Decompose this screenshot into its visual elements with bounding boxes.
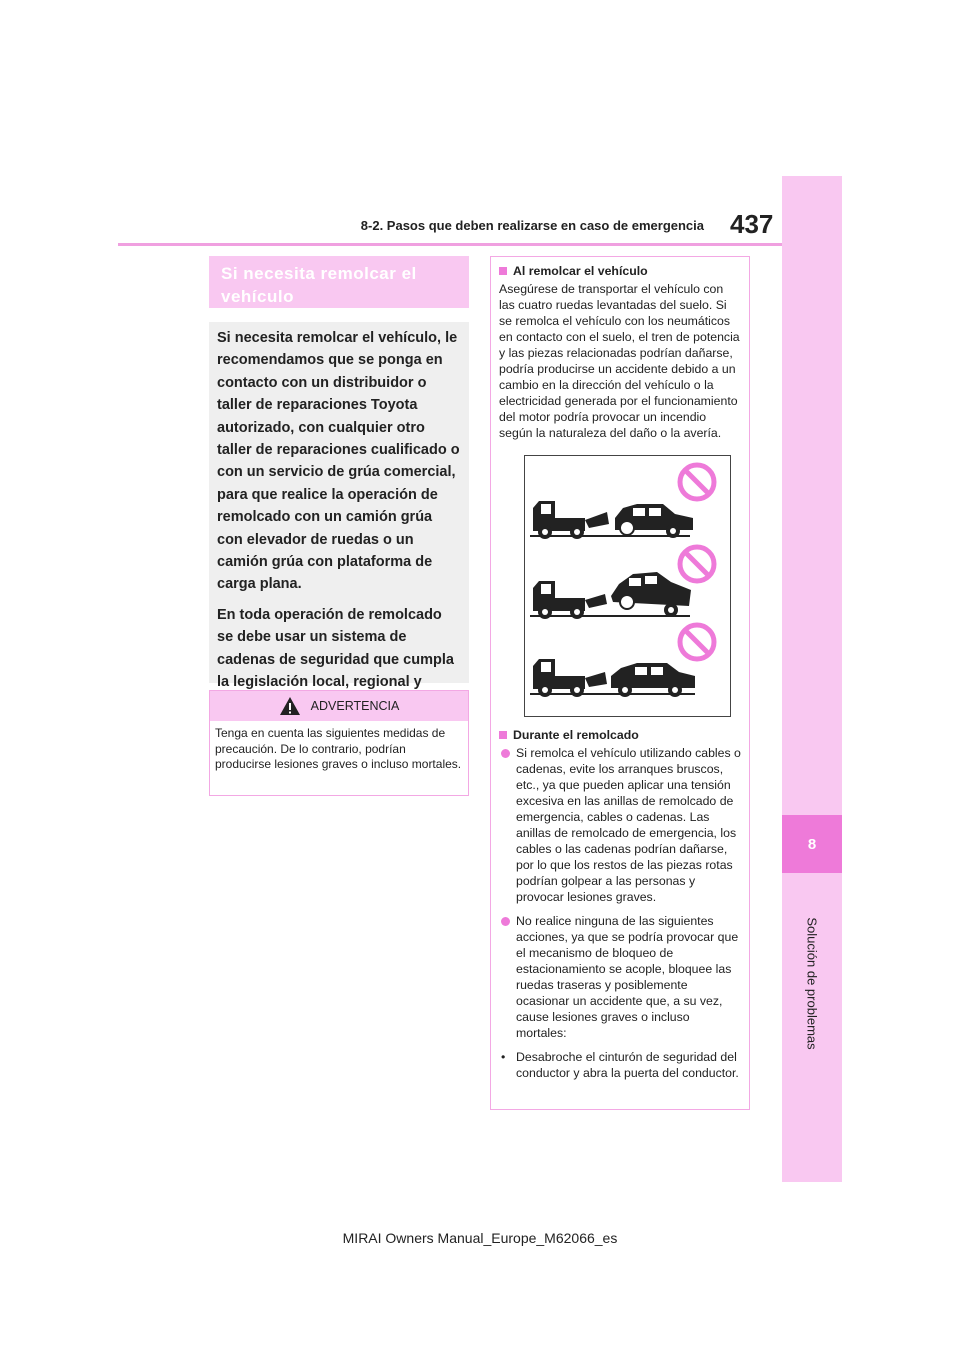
warning-header [210, 691, 468, 721]
section-square-icon [499, 731, 507, 739]
bullet-item [499, 745, 741, 905]
sub-bullet-marker: • [501, 1050, 506, 1064]
chapter-label-tab [782, 883, 842, 1083]
section-title: 8-2. Pasos que deben realizarse en caso de emergencia [360, 218, 704, 233]
sub-bullet-text: Desabroche el cinturón de seguridad del conductor y abra la puerta del conductor. [516, 1050, 739, 1080]
bullet-dot-icon [501, 917, 510, 926]
tow-scene-1 [530, 465, 714, 539]
sub-bullet-item [499, 1049, 741, 1081]
section1-text: Asegúrese de transportar el vehículo con las cuatro ruedas levantadas del suelo. Si se remolca el vehículo con los neumáticos en contacto con el suelo, el tren de potencia y las piezas relacionadas podrían dañarse, podría producirse un accidente debido a un cambio en la dirección del vehículo o la electricidad generada por el funcionamiento del motor podría provocar un incendio según la naturaleza del daño o la avería. [499, 282, 740, 440]
towing-details-box [490, 256, 750, 1110]
bullet-dot-icon [501, 749, 510, 758]
section1-title: Al remolcar el vehículo [513, 264, 648, 278]
section-square-icon [499, 267, 507, 275]
warning-text: Tenga en cuenta las siguientes medidas de precaución. De lo contrario, podrían producirse lesiones graves o incluso mortales. [215, 726, 462, 771]
tow-scene-3 [530, 625, 714, 697]
topic-heading-text: Si necesita remolcar el vehículo [221, 264, 417, 306]
warning-triangle-icon [279, 696, 301, 716]
section2-heading [499, 727, 741, 743]
intro-box [209, 322, 469, 691]
towing-prohibited-illustration [524, 455, 731, 717]
chapter-label: Solución de problemas [804, 916, 820, 1050]
topic-heading [209, 256, 469, 308]
footer-text: MIRAI Owners Manual_Europe_M62066_es [342, 1230, 618, 1246]
intro-paragraph-1: Si necesita remolcar el vehículo, le recomendamos que se ponga en contacto con un distribuidor o taller de reparaciones Toyota autorizado, con cualquier otro taller de reparaciones cualificado o con un servicio de grúa comercial, para que realice la operación de remolcado con un camión grúa con elevador de ruedas o un camión grúa con plataforma de carga plana. [217, 330, 460, 593]
warning-box [209, 690, 469, 796]
tow-scene-2 [530, 547, 714, 619]
bullet-item [499, 913, 741, 1041]
bullet-text: No realice ninguna de las siguientes acciones, ya que se podría provocar que el mecanismo de bloqueo de estacionamiento se acople, bloquee las ruedas traseras y posiblemente ocasionar un accidente que, a su vez, cause lesiones graves o incluso mortales: [516, 914, 739, 1040]
section1-heading [499, 263, 741, 279]
bullet-text: Si remolca el vehículo utilizando cables o cadenas, evite los arranques bruscos, etc., ya que pueden aplicar una tensión excesiva en las anillas de remolcado de emergencia, cables o cadenas. Las anillas de remolcado de emergencia, los cables o las cadenas podrían dañarse, por lo que los restos de las piezas rotas podrían golpear a las personas y provocar lesiones graves. [516, 746, 741, 904]
page-number: 437 [730, 209, 774, 239]
intro-paragraph-2: En toda operación de remolcado se debe usar un sistema de cadenas de seguridad que cumpla la legislación local, regional y [217, 606, 454, 691]
section2-title: Durante el remolcado [513, 728, 639, 742]
header-rule [118, 243, 782, 246]
chapter-number-tab: 8 [782, 815, 842, 873]
warning-title: ADVERTENCIA [310, 699, 400, 713]
towing-illustration [525, 456, 730, 716]
